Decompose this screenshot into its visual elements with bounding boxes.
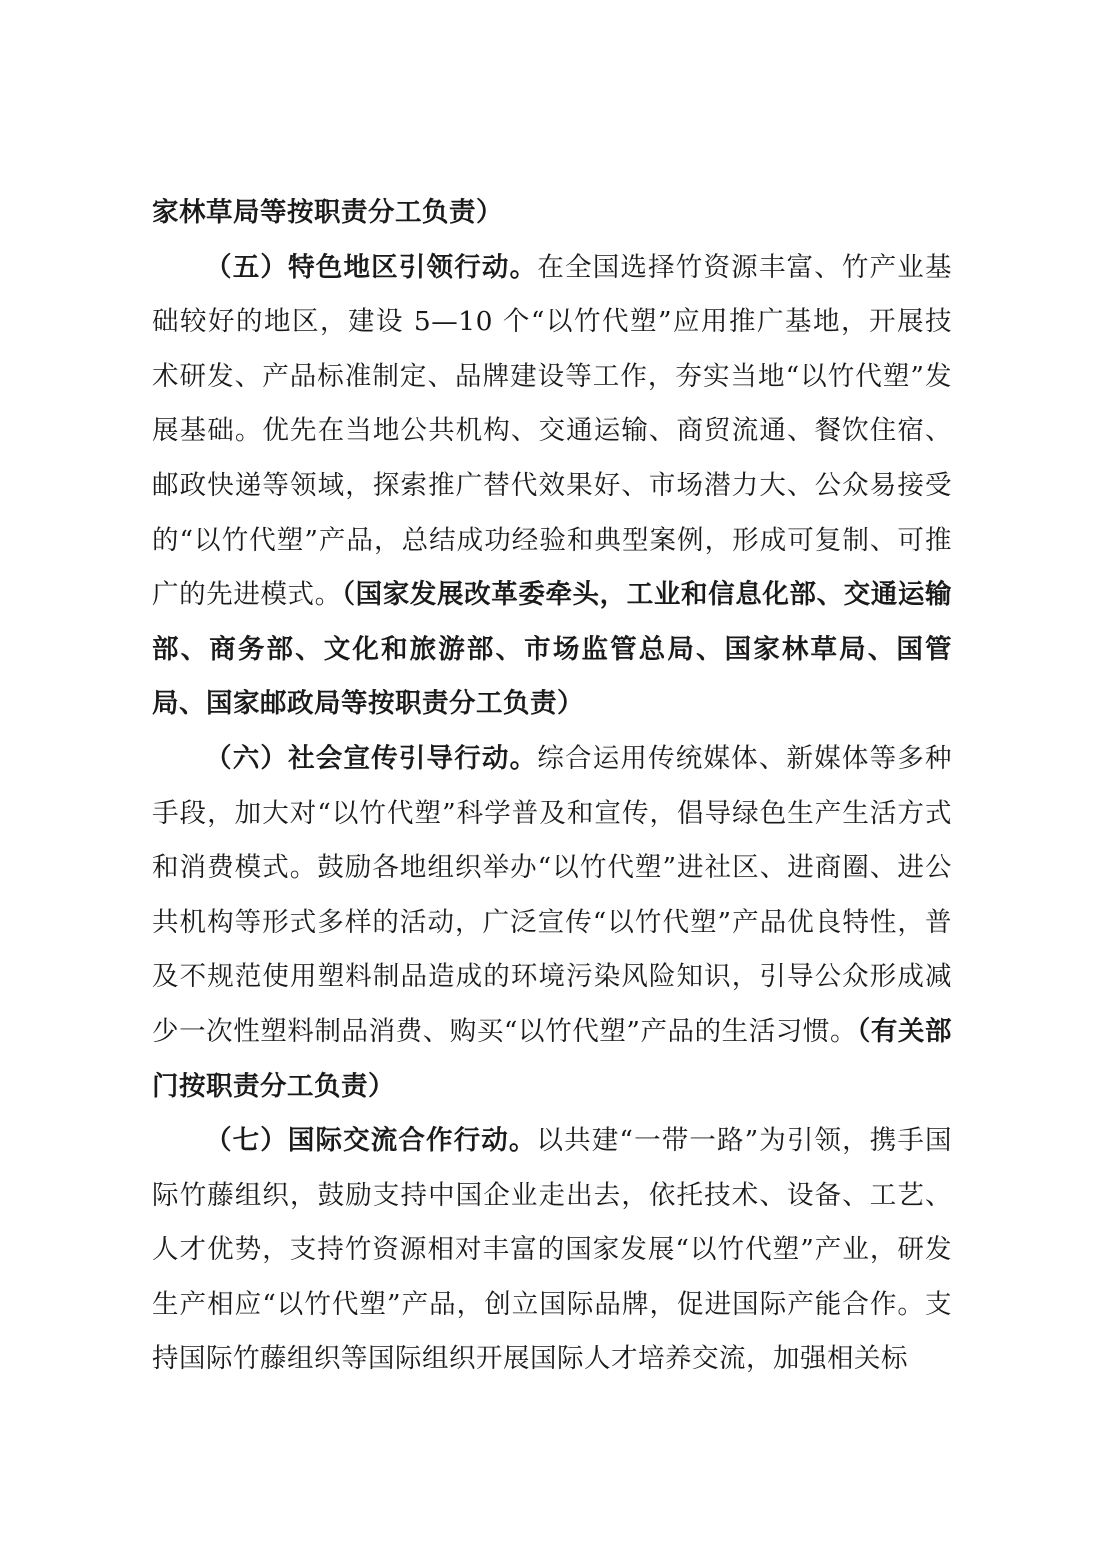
paragraph-action-7	[152, 1114, 952, 1387]
paragraph-continuation	[152, 186, 952, 241]
section-heading-6: （六）社会宣传引导行动。	[205, 742, 538, 774]
document-body	[152, 186, 952, 1387]
responsibility-note-5: （国家发展改革委牵头，工业和信息化部、交通运输部、商务部、文化和旅游部、市场监管总局、国家林草局、国管局、国家邮政局等按职责分工负责）	[152, 579, 953, 720]
section-heading-5: （五）特色地区引领行动。	[205, 251, 538, 283]
paragraph-action-5	[152, 241, 952, 732]
section-heading-7: （七）国际交流合作行动。	[205, 1125, 537, 1157]
paragraph-action-6	[152, 732, 952, 1114]
responsibility-note: 家林草局等按职责分工负责）	[152, 197, 503, 228]
section-body-5: 在全国选择竹资源丰富、竹产业基础较好的地区，建设 5—10 个“以竹代塑”应用推广基地，开展技术研发、产品标准制定、品牌建设等工作，夯实当地“以竹代塑”发展基础。优先在当地公共机构、交通运输、商贸流通、餐饮住宿、邮政快递等领域，探索推广替代效果好、市场潜力大、公众易接受的“以竹代塑”产品，总结成功经验和典型案例，形成可复制、可推广的先进模式。	[152, 251, 953, 611]
responsibility-note-6: （有关部门按职责分工负责）	[152, 1015, 952, 1102]
section-body-6: 综合运用传统媒体、新媒体等多种手段，加大对“以竹代塑”科学普及和宣传，倡导绿色生产生活方式和消费模式。鼓励各地组织举办“以竹代塑”进社区、进商圈、进公共机构等形式多样的活动，广泛宣传“以竹代塑”产品优良特性，普及不规范使用塑料制品造成的环境污染风险知识，引导公众形成减少一次性塑料制品消费、购买“以竹代塑”产品的生活习惯。	[152, 742, 953, 1047]
section-body-7: 以共建“一带一路”为引领，携手国际竹藤组织，鼓励支持中国企业走出去，依托技术、设备、工艺、人才优势，支持竹资源相对丰富的国家发展“以竹代塑”产业，研发生产相应“以竹代塑”产品，创立国际品牌，促进国际产能合作。支持国际竹藤组织等国际组织开展国际人才培养交流，加强相关标	[152, 1125, 952, 1375]
